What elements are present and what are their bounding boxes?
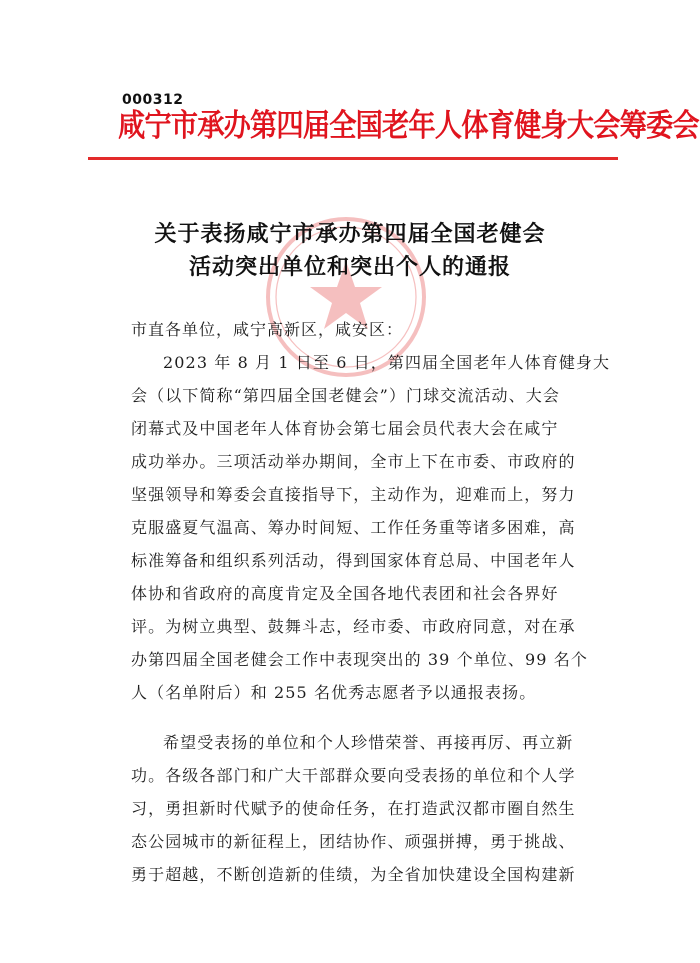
paragraph-2-line: 希望受表扬的单位和个人珍惜荣誉、再接再厉、再立新 — [163, 733, 574, 752]
organization-header: 咸宁市承办第四届全国老年人体育健身大会筹委会 — [118, 108, 699, 144]
paragraph-1-line: 克服盛夏气温高、筹办时间短、工作任务重等诸多困难，高 — [131, 518, 576, 537]
paragraph-1-line: 2023 年 8 月 1 日至 6 日，第四届全国老年人体育健身大 — [163, 353, 611, 372]
paragraph-2-line: 功。各级各部门和广大干部群众要向受表扬的单位和个人学 — [131, 766, 576, 785]
salutation: 市直各单位，咸宁高新区，咸安区： — [131, 320, 404, 339]
paragraph-1-line: 办第四届全国老健会工作中表现突出的 39 个单位、99 名个 — [131, 650, 588, 669]
paragraph-1-line: 标准筹备和组织系列活动，得到国家体育总局、中国老年人 — [131, 551, 576, 570]
paragraph-1-line: 评。为树立典型、鼓舞斗志，经市委、市政府同意，对在承 — [131, 617, 576, 636]
paragraph-2-line: 勇于超越，不断创造新的佳绩，为全省加快建设全国构建新 — [131, 865, 576, 884]
paragraph-1-line: 体协和省政府的高度肯定及全国各地代表团和社会各界好 — [131, 584, 559, 603]
header-red-rule — [88, 157, 618, 160]
document-number: 000312 — [122, 92, 184, 108]
paragraph-1-line: 会（以下简称“第四届全国老健会”）门球交流活动、大会 — [131, 386, 560, 405]
document-title-line-1: 关于表扬咸宁市承办第四届全国老健会 — [154, 221, 546, 247]
paragraph-1-line: 坚强领导和筹委会直接指导下，主动作为，迎难而上，努力 — [131, 485, 576, 504]
paragraph-1-line: 闭幕式及中国老年人体育协会第七届会员代表大会在咸宁 — [131, 419, 559, 438]
paragraph-2-line: 态公园城市的新征程上，团结协作、顽强拼搏，勇于挑战、 — [131, 832, 576, 851]
paragraph-2-line: 习，勇担新时代赋予的使命任务，在打造武汉都市圈自然生 — [131, 799, 576, 818]
paragraph-1-line: 人（名单附后）和 255 名优秀志愿者予以通报表扬。 — [131, 683, 537, 702]
document-title-line-2: 活动突出单位和突出个人的通报 — [188, 254, 511, 280]
paragraph-1-line: 成功举办。三项活动举办期间，全市上下在市委、市政府的 — [131, 452, 576, 471]
